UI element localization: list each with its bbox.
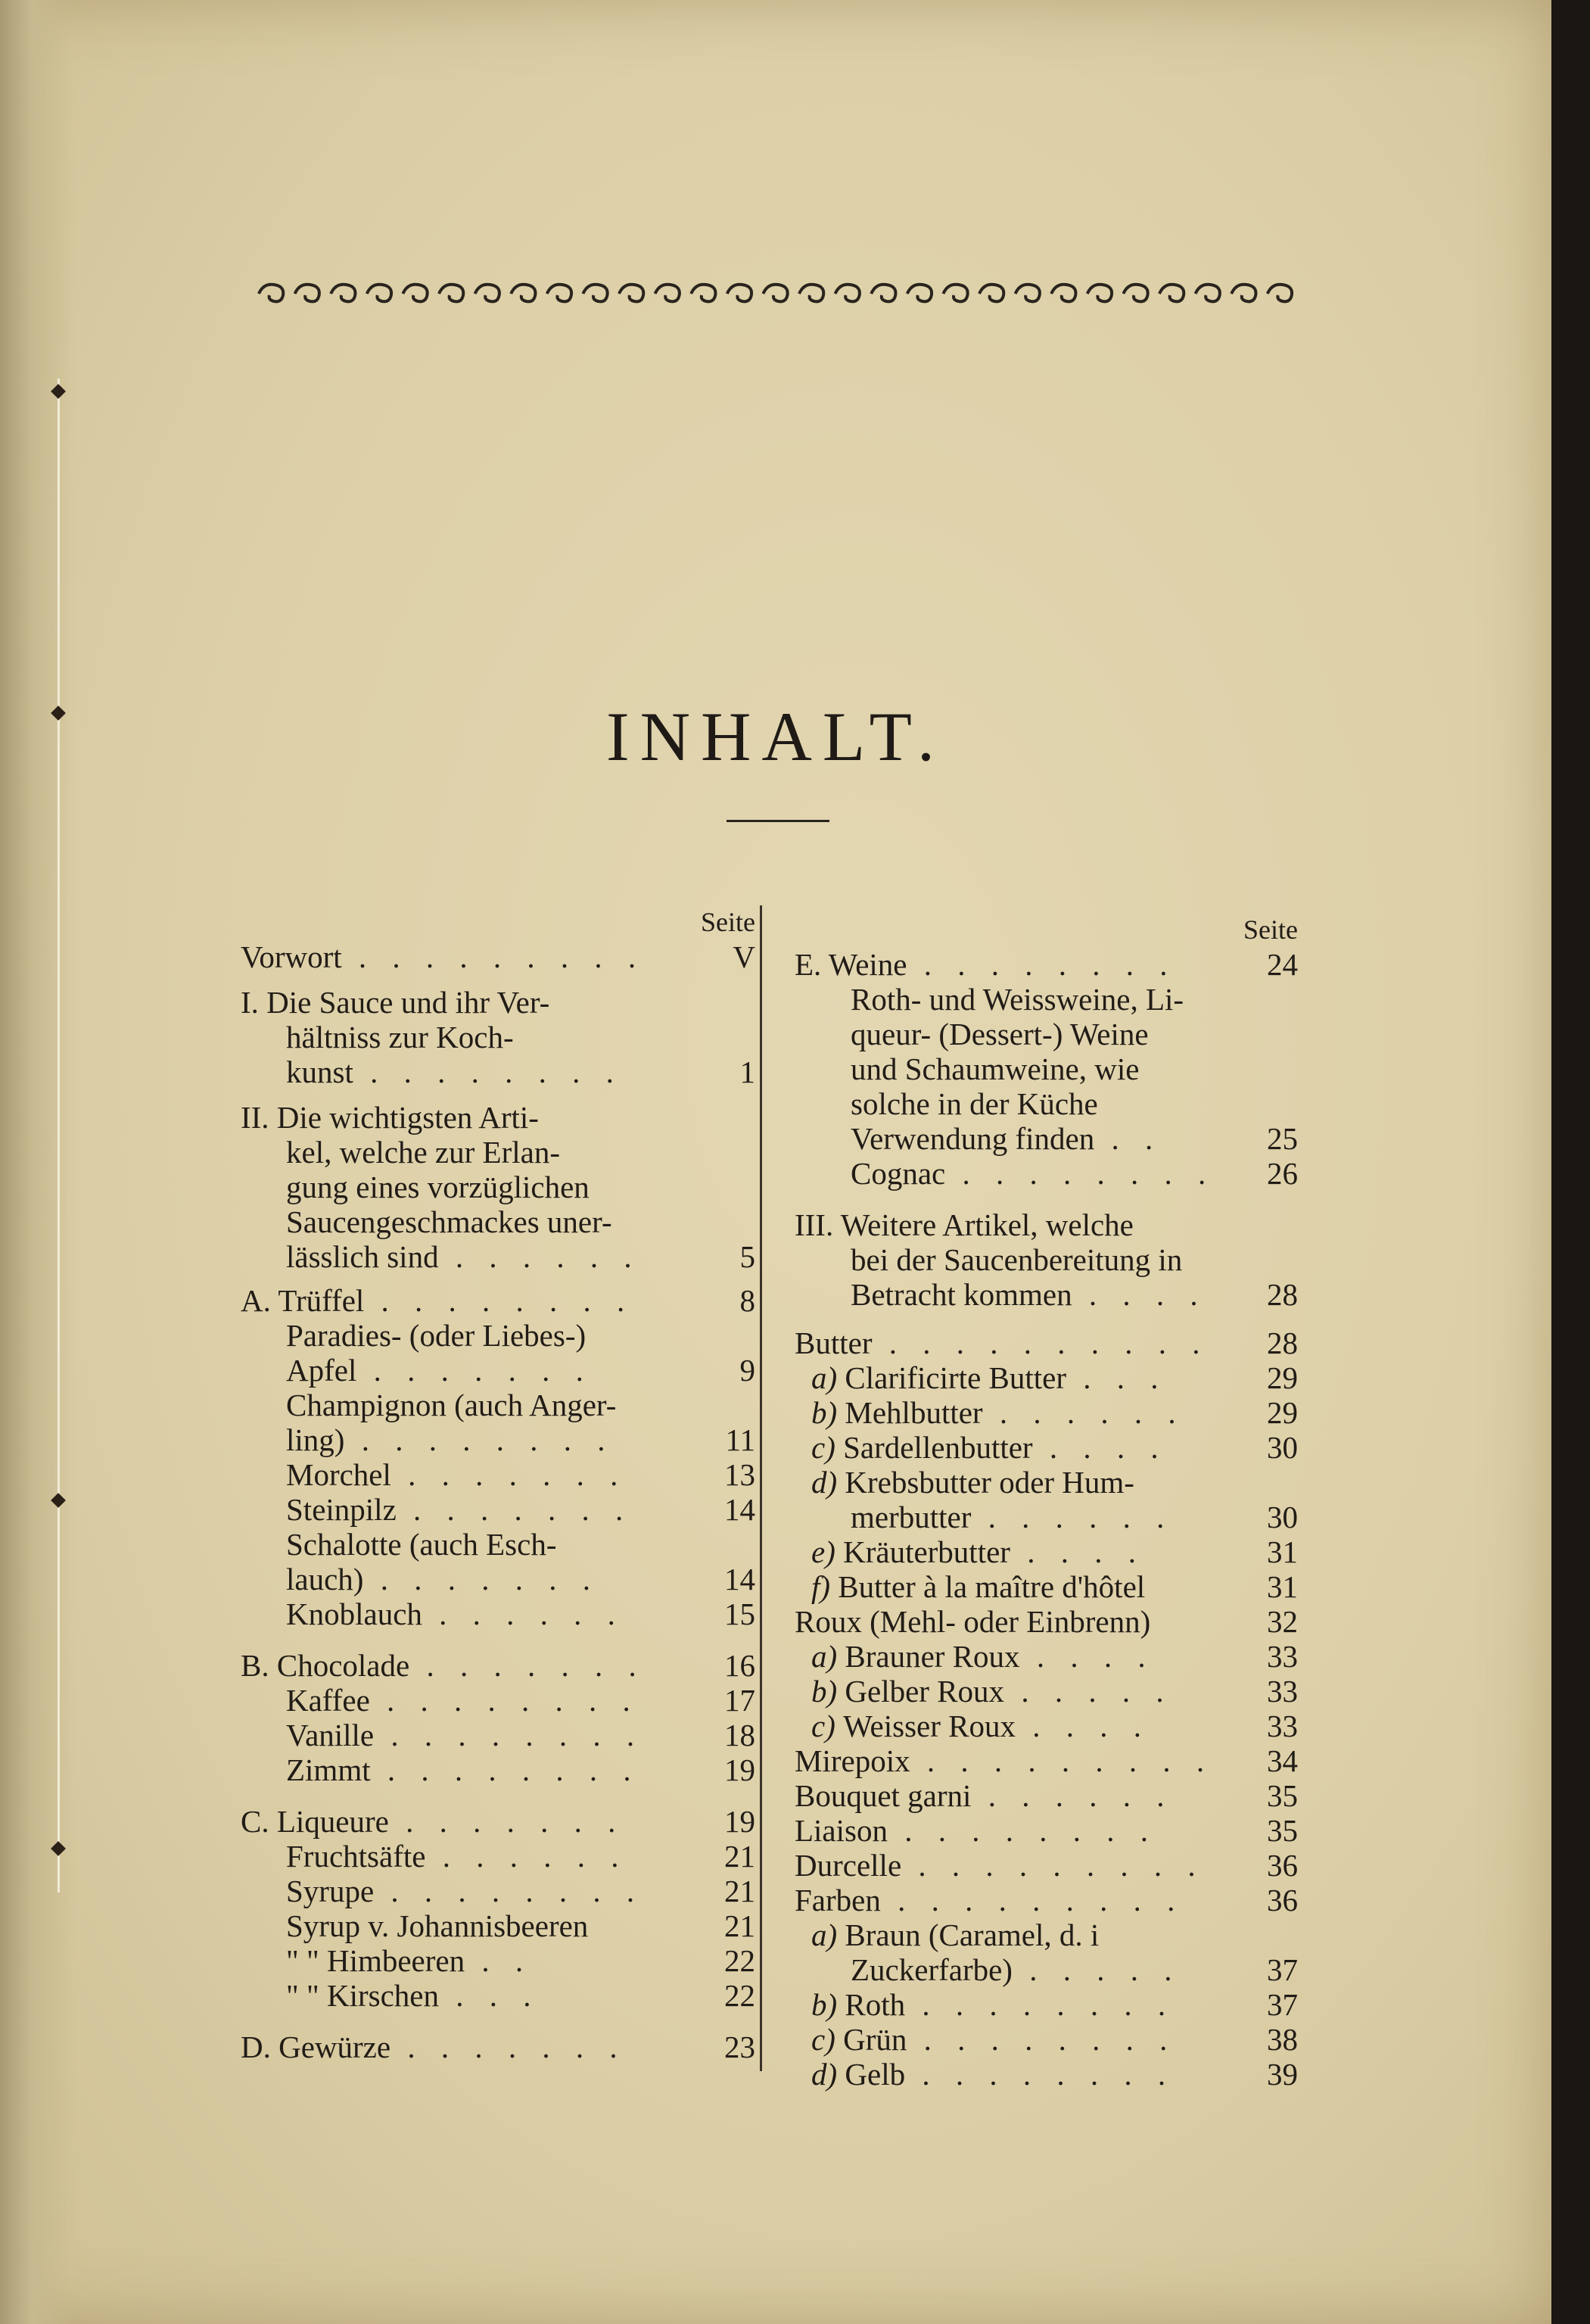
toc-entry — [795, 1813, 1157, 1848]
toc-entry — [811, 1360, 1168, 1395]
page-title: INHALT. — [605, 698, 946, 775]
toc-entry-title: Betracht kommen — [851, 1277, 1072, 1312]
toc-entry — [286, 1135, 560, 1170]
toc-entry — [241, 939, 645, 974]
toc-entry — [286, 1457, 627, 1492]
toc-page-number: 21 — [724, 1908, 755, 1943]
toc-page-number: 30 — [1267, 1500, 1298, 1534]
toc-entry-title: Zimmt — [286, 1752, 371, 1787]
toc-entry — [795, 1743, 1213, 1778]
toc-entry-title: Saucengeschmackes uner- — [286, 1204, 612, 1239]
toc-entry-title: Roux (Mehl- oder Einbrenn) — [795, 1604, 1151, 1639]
toc-leader-dots: . . . . . . . . — [907, 947, 1177, 982]
toc-entry — [286, 1943, 532, 1978]
toc-entry-title: queur- (Dessert-) Weine — [851, 1017, 1149, 1051]
toc-leader-dots: . . . . . . — [425, 1839, 628, 1874]
toc-page-number: 35 — [1267, 1813, 1298, 1848]
toc-page-number: 28 — [1267, 1326, 1298, 1360]
toc-entry-marker: b) — [811, 1395, 845, 1430]
toc-leader-dots: . . . . — [1015, 1709, 1150, 1743]
ornament-swirl — [619, 285, 643, 302]
toc-leader-dots: . . . . . . . . — [353, 1055, 623, 1089]
toc-entry-marker: f) — [811, 1569, 839, 1604]
title-rule — [727, 820, 829, 822]
toc-entry — [851, 1952, 1181, 1987]
toc-leader-dots: . . — [1094, 1121, 1162, 1156]
toc-entry-title: kel, welche zur Erlan- — [286, 1135, 560, 1170]
toc-leader-dots: . . . — [1066, 1360, 1168, 1395]
toc-entry — [286, 1239, 641, 1274]
toc-leader-dots: . . . . . . . — [388, 1804, 625, 1839]
toc-page-number: 34 — [1267, 1743, 1298, 1778]
toc-entry-title: Weisser Roux — [843, 1709, 1016, 1743]
ornament-swirl — [1051, 285, 1075, 302]
toc-page-number: 37 — [1267, 1987, 1298, 2022]
toc-leader-dots: . . . . . . — [971, 1500, 1174, 1534]
toc-entry — [811, 1569, 1145, 1604]
toc-entry-title: Roth- und Weissweine, Li- — [851, 982, 1184, 1017]
toc-leader-dots: . . . . . — [1012, 1952, 1181, 1987]
toc-page-number: 11 — [725, 1422, 755, 1457]
page-column-header: Seite — [1243, 914, 1298, 945]
toc-entry-marker: c) — [811, 1709, 844, 1743]
toc-entry — [286, 1908, 588, 1943]
toc-page-number: 29 — [1267, 1360, 1298, 1395]
toc-entry — [241, 985, 549, 1020]
toc-leader-dots: . . . . . . . . — [374, 1718, 644, 1752]
ornament-swirl — [295, 285, 319, 302]
toc-entry — [286, 1170, 590, 1204]
toc-entry-title: B. Chocolade — [241, 1648, 410, 1683]
toc-entry-title: Butter à la maître d'hôtel — [838, 1569, 1146, 1604]
ornament-swirl — [511, 285, 535, 302]
column-divider — [760, 905, 762, 2071]
ornament-border — [256, 279, 1309, 309]
toc-page-number: 16 — [724, 1648, 755, 1683]
toc-entry — [241, 1283, 633, 1318]
toc-entry — [811, 1987, 1175, 2022]
ornament-swirl — [763, 285, 787, 302]
toc-page-number: 22 — [724, 1943, 755, 1978]
toc-page-number: 28 — [1267, 1277, 1298, 1312]
toc-entry — [811, 1395, 1185, 1430]
ornament-swirl — [1159, 285, 1184, 302]
toc-entry-title: Steinpilz — [286, 1492, 397, 1527]
toc-entry — [851, 1017, 1149, 1051]
toc-leader-dots: . . . . . . . . . — [880, 1883, 1184, 1917]
toc-entry-title: Apfel — [286, 1353, 357, 1388]
toc-entry — [286, 1527, 556, 1562]
toc-entry-title: Champignon (auch Anger- — [286, 1388, 617, 1422]
toc-entry — [851, 1156, 1215, 1191]
toc-page-number: 31 — [1267, 1569, 1298, 1604]
ornament-swirl — [1123, 285, 1147, 302]
toc-leader-dots: . . . . . . . . — [907, 2022, 1177, 2057]
toc-leader-dots: . . . . . . . . . . — [872, 1326, 1209, 1360]
toc-entry — [795, 1848, 1205, 1883]
toc-page-number: 17 — [724, 1683, 755, 1718]
toc-page-number: 8 — [739, 1283, 755, 1318]
toc-entry-title: Knoblauch — [286, 1597, 422, 1631]
ornament-swirl — [943, 285, 967, 302]
toc-entry — [286, 1204, 612, 1239]
toc-leader-dots: . . — [465, 1943, 533, 1978]
toc-entry — [811, 2057, 1175, 2092]
toc-entry — [241, 1804, 624, 1839]
toc-entry-title: kunst — [286, 1055, 353, 1089]
ornament-swirl — [331, 285, 355, 302]
toc-leader-dots: . . . . . . . — [390, 1457, 627, 1492]
toc-page-number: 31 — [1267, 1534, 1298, 1569]
toc-entry — [811, 1917, 1099, 1952]
toc-entry-title: Brauner Roux — [845, 1639, 1020, 1674]
toc-leader-dots: . . . . . . — [971, 1778, 1174, 1813]
ornament-swirl — [1268, 285, 1292, 302]
binding-gutter — [0, 0, 72, 2324]
ornament-swirl — [1016, 285, 1040, 302]
ornament-swirl — [691, 285, 715, 302]
ornament-swirl — [1196, 285, 1220, 302]
ornament-swirl — [475, 285, 499, 302]
toc-page-number: 36 — [1267, 1883, 1298, 1917]
toc-leader-dots: . . . . . . . — [409, 1648, 646, 1683]
toc-leader-dots: . . . . . . . — [390, 2030, 627, 2064]
toc-entry-title: gung eines vorzüglichen — [286, 1170, 590, 1204]
toc-leader-dots: . . . . . . . — [356, 1353, 593, 1388]
ornament-swirl — [907, 285, 932, 302]
toc-page-number: 19 — [724, 1804, 755, 1839]
toc-page-number: 33 — [1267, 1639, 1298, 1674]
toc-entry-title: Sardellenbutter — [843, 1430, 1033, 1465]
toc-entry — [241, 2030, 627, 2064]
toc-entry-marker: a) — [811, 1639, 845, 1674]
binding-thread — [58, 379, 60, 1893]
toc-page-number: 36 — [1267, 1848, 1298, 1883]
toc-entry-marker: a) — [811, 1917, 845, 1952]
toc-entry-title: Liaison — [795, 1813, 888, 1848]
toc-entry — [811, 1430, 1168, 1465]
toc-entry-title: II. Die wichtigsten Arti- — [241, 1100, 539, 1135]
ornament-swirl — [1087, 285, 1112, 302]
toc-entry — [286, 1020, 514, 1055]
toc-entry-title: Vanille — [286, 1718, 375, 1752]
toc-leader-dots: . . . . — [1010, 1534, 1145, 1569]
toc-entry — [795, 1604, 1150, 1639]
toc-entry-title: lässlich sind — [286, 1239, 439, 1274]
toc-entry-title: solche in der Küche — [851, 1086, 1098, 1121]
toc-entry-title: Butter — [795, 1326, 873, 1360]
toc-leader-dots: . . . . . . . . — [369, 1683, 639, 1718]
toc-entry-title: III. Weitere Artikel, welche — [795, 1207, 1134, 1242]
toc-leader-dots: . . . . . . . — [396, 1492, 633, 1527]
toc-leader-dots: . . . . . . . . — [905, 1987, 1175, 2022]
toc-entry — [851, 1121, 1162, 1156]
toc-entry-marker: b) — [811, 1674, 845, 1709]
toc-page-number: 30 — [1267, 1430, 1298, 1465]
toc-entry-title: A. Trüffel — [241, 1283, 365, 1318]
toc-leader-dots: . . . . . . . . — [370, 1752, 640, 1787]
toc-entry-title: lauch) — [286, 1562, 364, 1597]
toc-entry-title: Schalotte (auch Esch- — [286, 1527, 557, 1562]
toc-entry-title: E. Weine — [795, 947, 907, 982]
toc-entry-title: ling) — [286, 1422, 345, 1457]
toc-entry-title: Gelb — [845, 2057, 906, 2092]
toc-page-number: 9 — [739, 1353, 755, 1388]
toc-entry — [851, 982, 1184, 1017]
toc-entry — [286, 1683, 639, 1718]
toc-leader-dots: . . . . . . . . . — [341, 939, 646, 974]
ornament-swirl — [979, 285, 1003, 302]
toc-page-number: 1 — [739, 1055, 755, 1089]
toc-leader-dots: . . . . . . . . — [374, 1874, 644, 1908]
toc-leader-dots: . . . . — [1019, 1639, 1155, 1674]
toc-entry — [241, 1648, 646, 1683]
toc-leader-dots: . . . . . . — [438, 1239, 641, 1274]
toc-entry-title: C. Liqueure — [241, 1804, 389, 1839]
toc-page-number: 35 — [1267, 1778, 1298, 1813]
toc-entry-marker: d) — [811, 2057, 845, 2092]
toc-entry — [851, 1500, 1173, 1534]
toc-entry-title: Cognac — [851, 1156, 946, 1191]
toc-page-number: 14 — [724, 1562, 755, 1597]
toc-entry — [795, 1883, 1184, 1917]
toc-entry-marker: a) — [811, 1360, 845, 1395]
toc-entry-title: Verwendung finden — [851, 1121, 1095, 1156]
toc-entry-title: Mehlbutter — [845, 1395, 983, 1430]
toc-entry — [286, 1492, 632, 1527]
toc-entry-title: Durcelle — [795, 1848, 902, 1883]
toc-leader-dots: . . . . . . . . — [887, 1813, 1157, 1848]
toc-leader-dots: . . . . . — [1004, 1674, 1173, 1709]
toc-entry — [851, 1242, 1182, 1277]
toc-entry — [795, 1778, 1173, 1813]
toc-entry — [286, 1752, 640, 1787]
toc-entry — [241, 1100, 539, 1135]
toc-entry-title: I. Die Sauce und ihr Ver- — [241, 985, 550, 1020]
toc-entry-title: Bouquet garni — [795, 1778, 972, 1813]
toc-entry-title: und Schaumweine, wie — [851, 1051, 1140, 1086]
toc-entry-title: D. Gewürze — [241, 2030, 391, 2064]
toc-leader-dots: . . . . . . — [422, 1597, 624, 1631]
toc-entry-title: Gelber Roux — [845, 1674, 1005, 1709]
toc-page-number: 33 — [1267, 1674, 1298, 1709]
toc-page-number: 15 — [724, 1597, 755, 1631]
toc-entry — [286, 1874, 643, 1908]
ornament-swirl — [367, 285, 391, 302]
toc-page-number: 23 — [724, 2030, 755, 2064]
right-column — [795, 912, 1298, 2093]
toc-entry — [286, 1978, 540, 2013]
toc-entry-title: Grün — [843, 2022, 907, 2057]
toc-entry-marker: b) — [811, 1987, 845, 2022]
toc-leader-dots: . . . . . . . . — [905, 2057, 1175, 2092]
ornament-swirl — [1231, 285, 1256, 302]
toc-entry-title: bei der Saucenbereitung in — [851, 1242, 1183, 1277]
toc-entry-marker: c) — [811, 2022, 844, 2057]
toc-entry — [286, 1839, 627, 1874]
toc-entry — [811, 1709, 1150, 1743]
toc-page-number: 18 — [724, 1718, 755, 1752]
toc-entry — [286, 1562, 599, 1597]
toc-entry-title: Roth — [845, 1987, 906, 2022]
toc-entry-title: Mirepoix — [795, 1743, 910, 1778]
toc-page-number: 24 — [1267, 947, 1298, 982]
toc-page-number: 39 — [1267, 2057, 1298, 2092]
toc-leader-dots: . . . . . . . . — [364, 1283, 634, 1318]
toc-page-number: 21 — [724, 1839, 755, 1874]
toc-entry — [811, 1639, 1155, 1674]
toc-entry-title: Vorwort — [241, 939, 342, 974]
toc-entry-title: Braun (Caramel, d. i — [845, 1917, 1100, 1952]
toc-leader-dots: . . . . . . . . . — [910, 1743, 1214, 1778]
left-column — [241, 905, 755, 2086]
toc-entry-title: Morchel — [286, 1457, 391, 1492]
toc-entry-title: merbutter — [851, 1500, 972, 1534]
toc-entry-title: Fruchtsäfte — [286, 1839, 426, 1874]
toc-entry-title: Kräuterbutter — [843, 1534, 1010, 1569]
toc-page-number: 21 — [724, 1874, 755, 1908]
toc-entry-title: " " Himbeeren — [286, 1943, 465, 1978]
toc-page-number: 19 — [724, 1752, 755, 1787]
ornament-swirl — [403, 285, 427, 302]
ornament-swirl — [259, 285, 283, 302]
toc-entry-title: Clarificirte Butter — [845, 1360, 1066, 1395]
toc-entry — [795, 1207, 1134, 1242]
toc-entry-title: Zuckerfarbe) — [851, 1952, 1013, 1987]
toc-entry-marker: d) — [811, 1465, 845, 1500]
toc-page-number: 14 — [724, 1492, 755, 1527]
toc-entry-marker: e) — [811, 1534, 844, 1569]
ornament-swirl — [871, 285, 895, 302]
toc-entry — [851, 1277, 1207, 1312]
ornament-swirl — [439, 285, 463, 302]
ornament-swirl — [727, 285, 751, 302]
toc-entry-title: hältniss zur Koch- — [286, 1020, 514, 1055]
ornament-swirl — [547, 285, 571, 302]
toc-page-number: 26 — [1267, 1156, 1298, 1191]
toc-page-number: 5 — [739, 1239, 755, 1274]
toc-page-number: 25 — [1267, 1121, 1298, 1156]
ornament-swirl — [799, 285, 823, 302]
toc-page-number: 29 — [1267, 1395, 1298, 1430]
toc-leader-dots: . . . . . . . . — [945, 1156, 1215, 1191]
toc-leader-dots: . . . . — [1032, 1430, 1168, 1465]
toc-entry-marker: c) — [811, 1430, 844, 1465]
toc-entry — [811, 1534, 1145, 1569]
toc-page-number: 22 — [724, 1978, 755, 2013]
toc-entry — [851, 1086, 1098, 1121]
toc-leader-dots: . . . . — [1072, 1277, 1207, 1312]
toc-leader-dots: . . . . . . . . . — [901, 1848, 1205, 1883]
toc-page-number: V — [733, 939, 755, 974]
ornament-swirl — [655, 285, 680, 302]
toc-leader-dots: . . . . . . — [982, 1395, 1185, 1430]
toc-entry — [795, 1326, 1209, 1360]
toc-entry — [286, 1353, 593, 1388]
toc-entry-title: Kaffee — [286, 1683, 370, 1718]
toc-entry-title: Syrupe — [286, 1874, 375, 1908]
toc-entry — [811, 1674, 1173, 1709]
toc-entry — [811, 1465, 1134, 1500]
toc-entry-title: Paradies- (oder Liebes-) — [286, 1318, 587, 1353]
toc-entry — [811, 2022, 1176, 2057]
toc-page-number: 13 — [724, 1457, 755, 1492]
toc-entry — [286, 1388, 616, 1422]
toc-page-number: 37 — [1267, 1952, 1298, 1987]
toc-leader-dots: . . . . . . . . — [344, 1422, 615, 1457]
toc-entry — [286, 1055, 623, 1089]
ornament-swirl — [835, 285, 860, 302]
toc-leader-dots: . . . — [438, 1978, 540, 2013]
toc-entry — [286, 1318, 586, 1353]
toc-entry — [851, 1051, 1139, 1086]
page-column-header: Seite — [701, 907, 755, 937]
toc-page-number: 32 — [1267, 1604, 1298, 1639]
toc-entry-title: " " Kirschen — [286, 1978, 439, 2013]
toc-entry — [286, 1597, 624, 1631]
toc-entry — [795, 947, 1177, 982]
toc-page-number: 33 — [1267, 1709, 1298, 1743]
toc-leader-dots: . . . . . . . — [363, 1562, 599, 1597]
toc-entry-title: Krebsbutter oder Hum- — [845, 1465, 1134, 1500]
toc-entry — [286, 1422, 614, 1457]
toc-page-number: 38 — [1267, 2022, 1298, 2057]
ornament-swirl — [583, 285, 607, 302]
toc-entry-title: Farben — [795, 1883, 881, 1917]
toc-entry — [286, 1718, 643, 1752]
toc-entry-title: Syrup v. Johannisbeeren — [286, 1908, 589, 1943]
